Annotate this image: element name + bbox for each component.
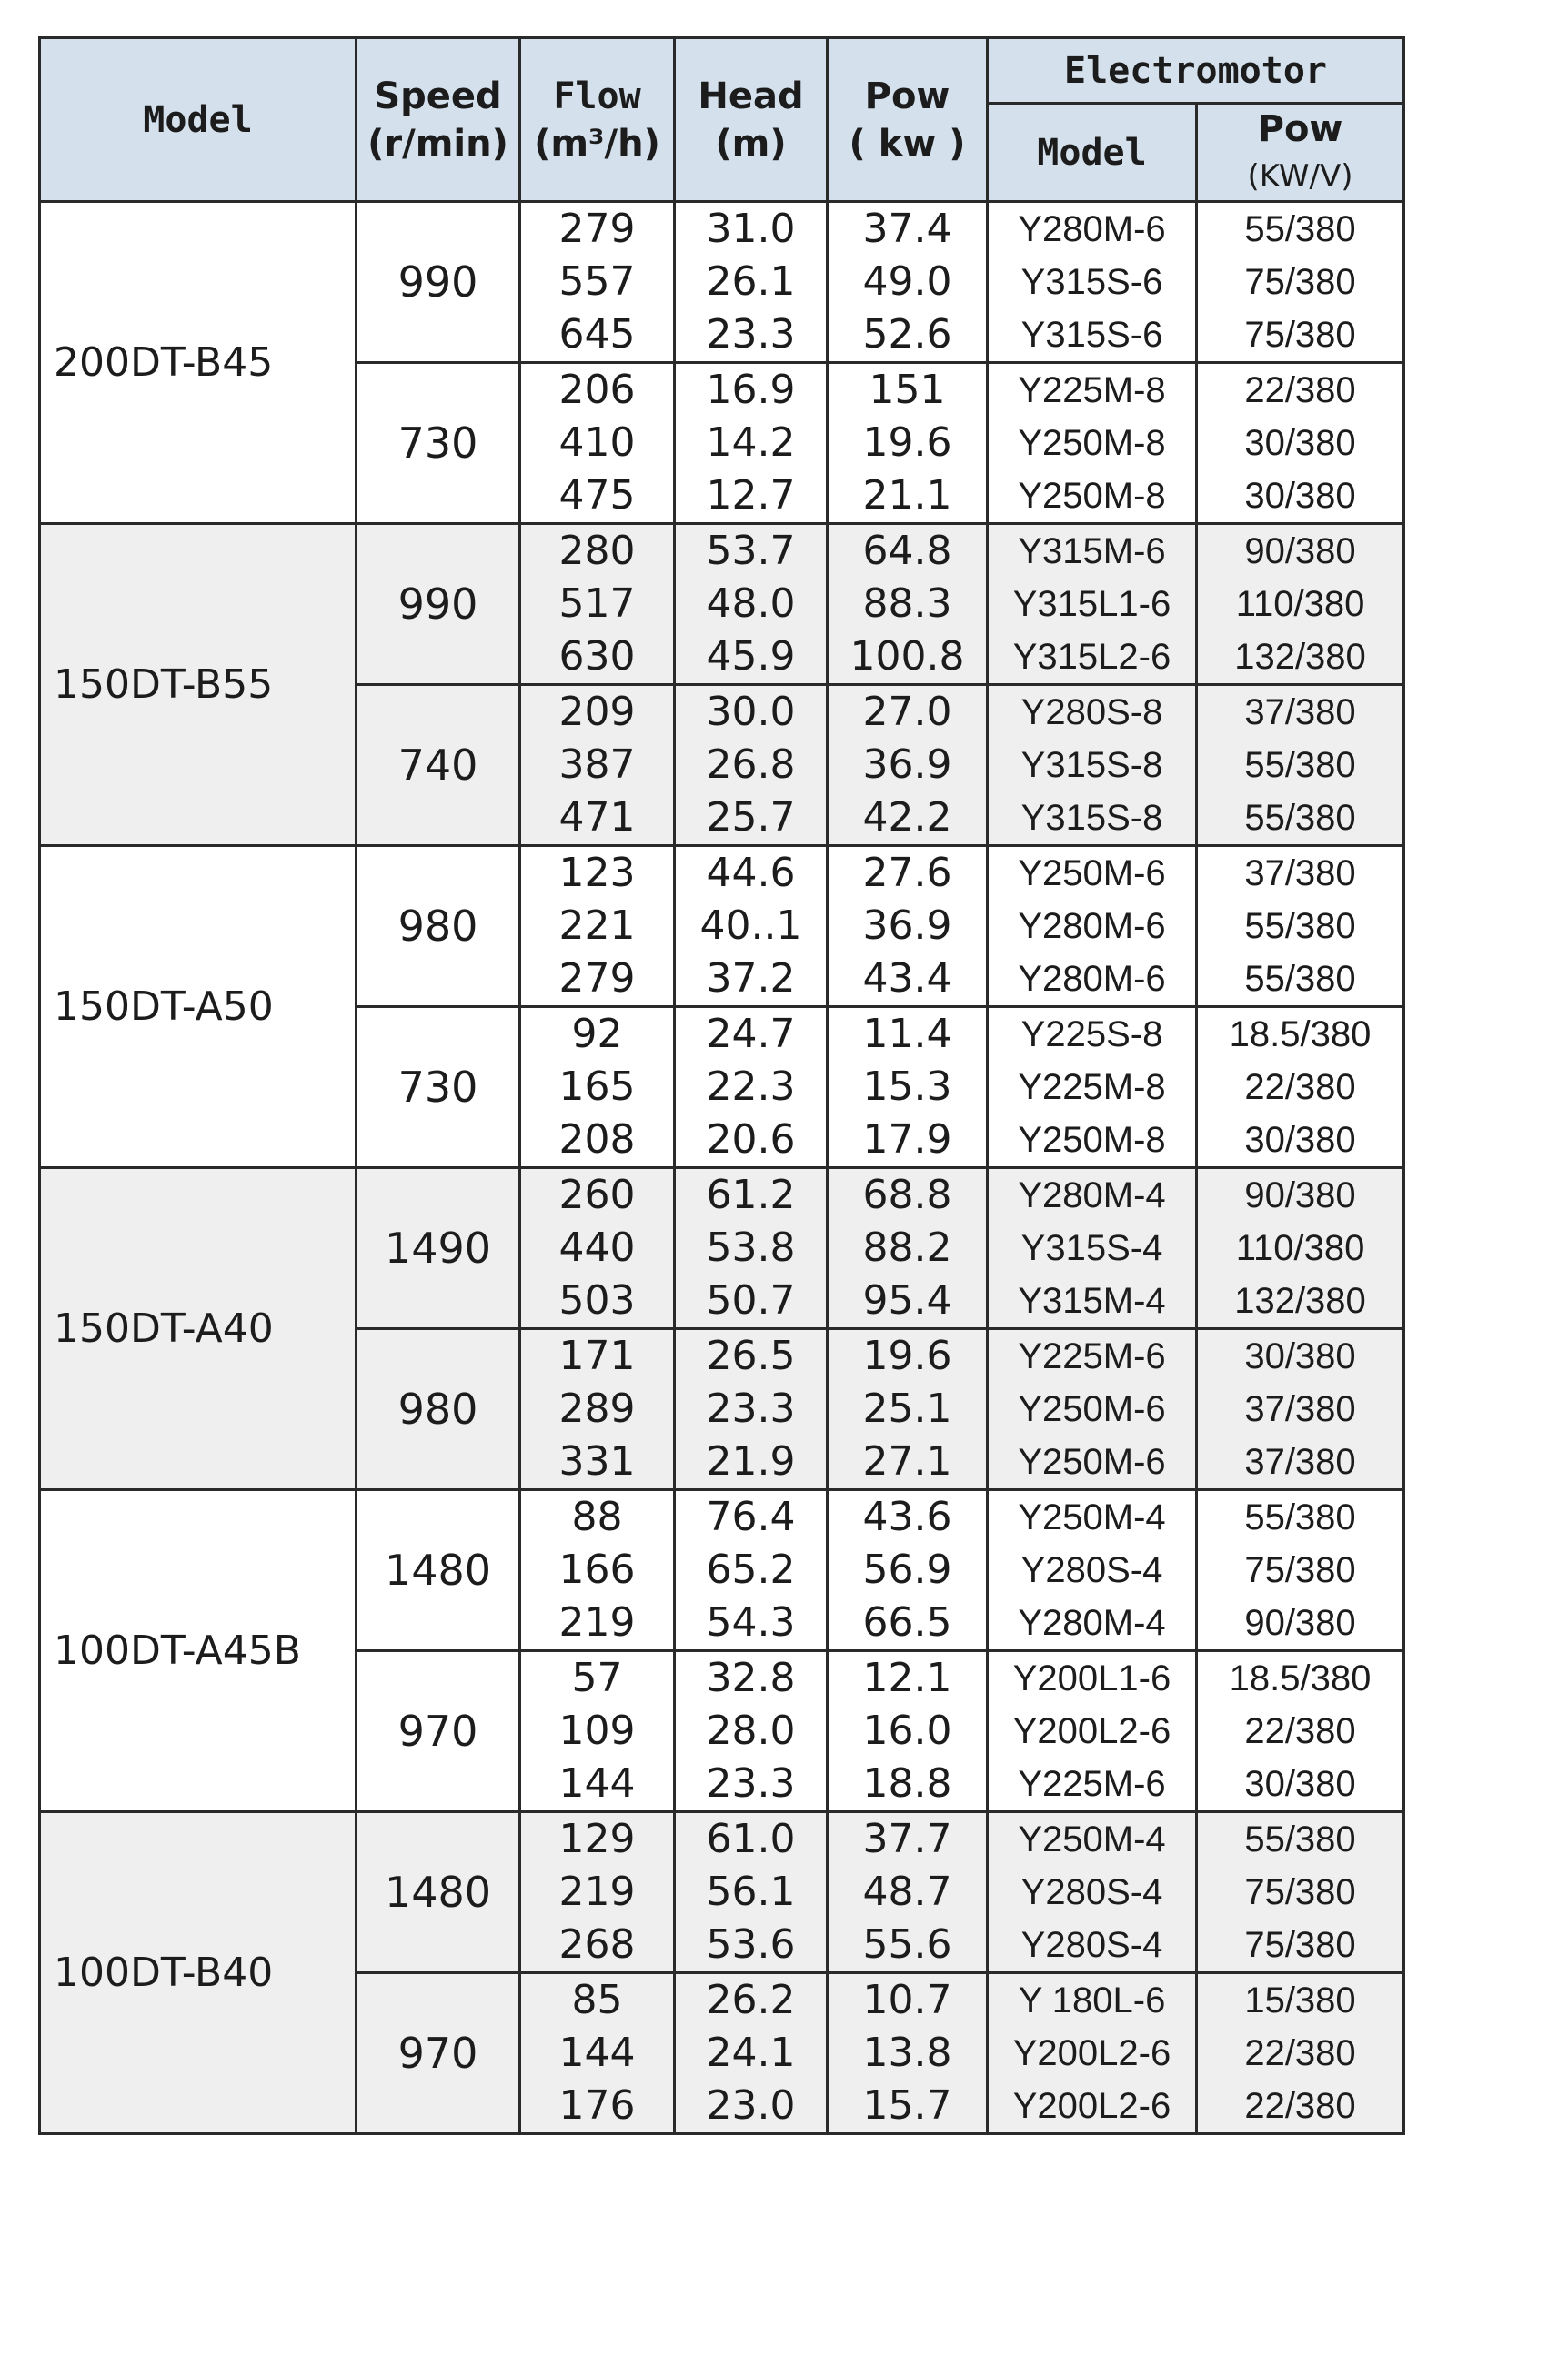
power-cell: 10.7 13.8 15.7 [828,1973,988,2134]
header-flow-unit: (m³/h) [534,122,660,165]
power-cell: 19.6 25.1 27.1 [828,1329,988,1490]
table-row [40,1490,1404,1651]
motor-power-cell: 18.5/380 22/380 30/380 [1197,1651,1404,1812]
motor-power-cell: 55/380 75/380 75/380 [1197,1812,1404,1973]
table-row [40,1812,1404,1973]
motor-power-cell: 55/380 75/380 75/380 [1197,202,1404,363]
table-body [40,202,1404,2134]
motor-model-cell: Y280M-4 Y315S-4 Y315M-4 [988,1168,1197,1329]
header-speed [357,38,520,202]
head-cell: 30.0 26.8 25.7 [675,685,828,846]
power-cell: 43.6 56.9 66.5 [828,1490,988,1651]
head-cell: 31.0 26.1 23.3 [675,202,828,363]
flow-cell: 92 165 208 [520,1007,675,1168]
head-cell: 76.4 65.2 54.3 [675,1490,828,1651]
speed-cell: 990 [357,202,520,363]
flow-cell: 123 221 279 [520,846,675,1007]
motor-power-cell: 22/380 30/380 30/380 [1197,363,1404,524]
header-head-label: Head [698,75,804,117]
table-header [40,38,1404,202]
power-cell: 27.6 36.9 43.4 [828,846,988,1007]
pump-spec-table [38,36,1405,2135]
flow-cell: 88 166 219 [520,1490,675,1651]
flow-cell: 279 557 645 [520,202,675,363]
pump-model-cell: 150DT-A50 [40,846,357,1168]
head-cell: 32.8 28.0 23.3 [675,1651,828,1812]
header-pow [828,38,988,202]
power-cell: 37.7 48.7 55.6 [828,1812,988,1973]
pump-model-cell: 150DT-B55 [40,524,357,846]
flow-cell: 129 219 268 [520,1812,675,1973]
speed-cell: 730 [357,363,520,524]
header-pow-unit: ( kw ) [849,122,966,165]
table-row [40,846,1404,1007]
header-model: Model [40,38,357,202]
speed-cell: 1480 [357,1812,520,1973]
pump-model-cell: 100DT-B40 [40,1812,357,2134]
speed-cell: 980 [357,846,520,1007]
motor-model-cell: Y 180L-6 Y200L2-6 Y200L2-6 [988,1973,1197,2134]
pump-model-cell: 150DT-A40 [40,1168,357,1490]
power-cell: 37.4 49.0 52.6 [828,202,988,363]
header-pow-label: Pow [864,75,950,117]
power-cell: 11.4 15.3 17.9 [828,1007,988,1168]
head-cell: 61.0 56.1 53.6 [675,1812,828,1973]
header-flow [520,38,675,202]
motor-model-cell: Y280M-6 Y315S-6 Y315S-6 [988,202,1197,363]
motor-model-cell: Y225M-6 Y250M-6 Y250M-6 [988,1329,1197,1490]
header-motor-pow-unit: (KW/V) [1247,157,1353,195]
header-motor-pow-label: Pow [1257,107,1343,150]
flow-cell: 206 410 475 [520,363,675,524]
header-motor-model: Model [988,104,1197,202]
head-cell: 26.5 23.3 21.9 [675,1329,828,1490]
motor-model-cell: Y250M-4 Y280S-4 Y280M-4 [988,1490,1197,1651]
power-cell: 68.8 88.2 95.4 [828,1168,988,1329]
speed-cell: 730 [357,1007,520,1168]
speed-cell: 990 [357,524,520,685]
motor-power-cell: 15/380 22/380 22/380 [1197,1973,1404,2134]
head-cell: 24.7 22.3 20.6 [675,1007,828,1168]
power-cell: 64.8 88.3 100.8 [828,524,988,685]
motor-model-cell: Y250M-6 Y280M-6 Y280M-6 [988,846,1197,1007]
header-flow-label: Flow [553,75,641,117]
pump-model-cell: 100DT-A45B [40,1490,357,1812]
flow-cell: 260 440 503 [520,1168,675,1329]
motor-model-cell: Y225S-8 Y225M-8 Y250M-8 [988,1007,1197,1168]
table-row [40,524,1404,685]
table-row [40,202,1404,363]
table-row [40,1168,1404,1329]
motor-power-cell: 30/380 37/380 37/380 [1197,1329,1404,1490]
flow-cell: 280 517 630 [520,524,675,685]
header-motor-pow [1197,104,1404,202]
header-head [675,38,828,202]
speed-cell: 970 [357,1973,520,2134]
power-cell: 27.0 36.9 42.2 [828,685,988,846]
motor-model-cell: Y280S-8 Y315S-8 Y315S-8 [988,685,1197,846]
power-cell: 12.1 16.0 18.8 [828,1651,988,1812]
flow-cell: 85 144 176 [520,1973,675,2134]
head-cell: 53.7 48.0 45.9 [675,524,828,685]
motor-model-cell: Y250M-4 Y280S-4 Y280S-4 [988,1812,1197,1973]
motor-power-cell: 90/380 110/380 132/380 [1197,524,1404,685]
motor-power-cell: 18.5/380 22/380 30/380 [1197,1007,1404,1168]
pump-model-cell: 200DT-B45 [40,202,357,524]
motor-model-cell: Y200L1-6 Y200L2-6 Y225M-6 [988,1651,1197,1812]
head-cell: 26.2 24.1 23.0 [675,1973,828,2134]
speed-cell: 980 [357,1329,520,1490]
head-cell: 16.9 14.2 12.7 [675,363,828,524]
header-electromotor: Electromotor [988,38,1404,104]
motor-power-cell: 55/380 75/380 90/380 [1197,1490,1404,1651]
flow-cell: 57 109 144 [520,1651,675,1812]
flow-cell: 209 387 471 [520,685,675,846]
speed-cell: 740 [357,685,520,846]
head-cell: 44.6 40..1 37.2 [675,846,828,1007]
speed-cell: 1490 [357,1168,520,1329]
motor-power-cell: 37/380 55/380 55/380 [1197,685,1404,846]
motor-model-cell: Y225M-8 Y250M-8 Y250M-8 [988,363,1197,524]
speed-cell: 970 [357,1651,520,1812]
motor-power-cell: 90/380 110/380 132/380 [1197,1168,1404,1329]
header-head-unit: (m) [715,122,787,165]
motor-model-cell: Y315M-6 Y315L1-6 Y315L2-6 [988,524,1197,685]
flow-cell: 171 289 331 [520,1329,675,1490]
motor-power-cell: 37/380 55/380 55/380 [1197,846,1404,1007]
speed-cell: 1480 [357,1490,520,1651]
head-cell: 61.2 53.8 50.7 [675,1168,828,1329]
header-speed-label: Speed [374,75,502,117]
power-cell: 151 19.6 21.1 [828,363,988,524]
header-speed-unit: (r/min) [367,122,508,165]
